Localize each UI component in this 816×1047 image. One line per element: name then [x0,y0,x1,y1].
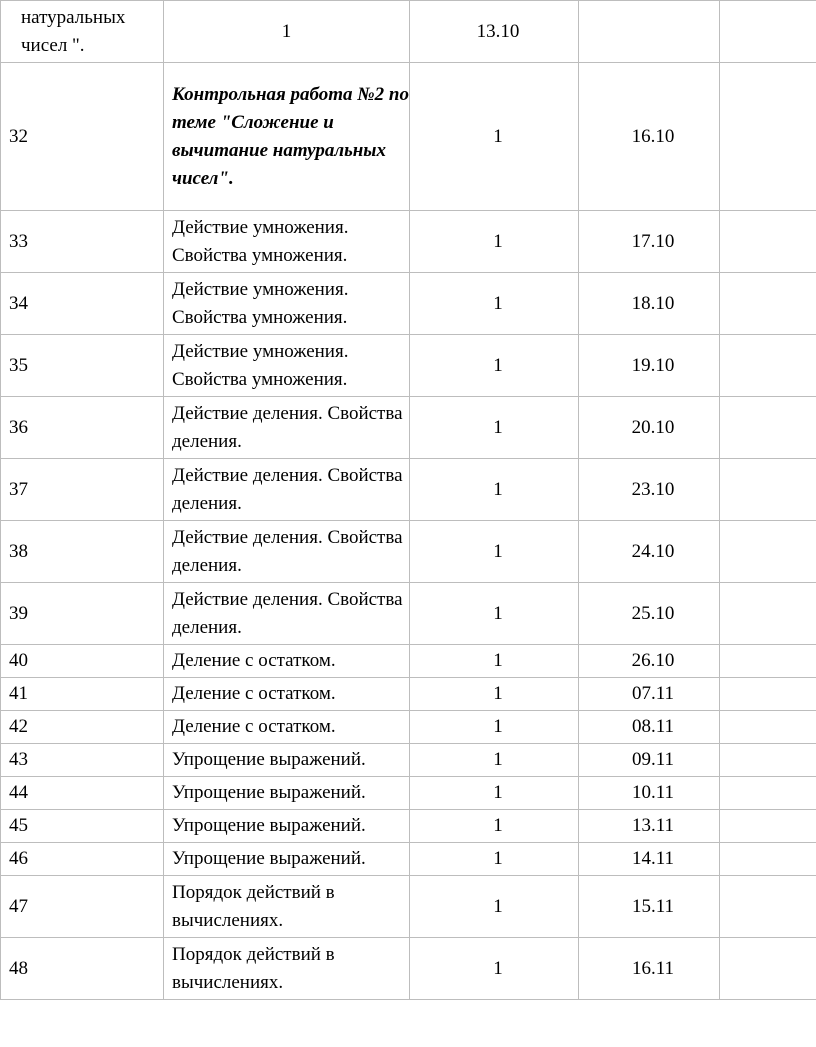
cell-hours: 1 [410,521,579,583]
table-row [1,843,816,876]
cell-hours: 1 [410,744,579,777]
cell-number: 36 [1,397,164,459]
cell-empty [579,1,720,63]
cell-note [720,335,816,397]
cell-date: 15.11 [579,876,720,938]
cell-hours: 1 [410,711,579,744]
cell-hours: 1 [410,876,579,938]
cell-number: 39 [1,583,164,645]
cell-date: 14.11 [579,843,720,876]
cell-number: 35 [1,335,164,397]
cell-note [720,777,816,810]
cell-topic: Упрощение выражений. [164,777,410,810]
table-row [1,1,816,63]
table-row [1,810,816,843]
cell-note [720,678,816,711]
cell-number: 38 [1,521,164,583]
table-row [1,397,816,459]
cell-hours: 1 [410,459,579,521]
cell-topic: Действие умножения. Свойства умножения. [164,211,410,273]
cell-note [720,211,816,273]
cell-number: 32 [1,63,164,211]
cell-number: 41 [1,678,164,711]
cell-note [720,744,816,777]
lesson-plan-body [1,1,816,1000]
cell-number: 48 [1,938,164,1000]
cell-hours: 1 [410,63,579,211]
table-row [1,583,816,645]
cell-number: 46 [1,843,164,876]
table-row [1,876,816,938]
cell-topic: Действие деления. Свойства деления. [164,397,410,459]
table-row [1,678,816,711]
cell-topic: Действие деления. Свойства деления. [164,459,410,521]
cell-topic: Упрощение выражений. [164,744,410,777]
cell-date: 24.10 [579,521,720,583]
cell-topic: Контрольная работа №2 по теме "Сложение и вычитание натуральных чисел". [164,63,410,211]
cell-hours: 1 [410,678,579,711]
cell-hours: 1 [410,938,579,1000]
cell-note [720,1,816,63]
cell-date: 20.10 [579,397,720,459]
cell-hours: 1 [410,211,579,273]
cell-date: 07.11 [579,678,720,711]
cell-date: 13.10 [410,1,579,63]
cell-note [720,273,816,335]
cell-note [720,63,816,211]
cell-hours: 1 [410,843,579,876]
cell-number: 40 [1,645,164,678]
table-row [1,645,816,678]
table-row [1,777,816,810]
cell-date: 16.10 [579,63,720,211]
cell-date: 10.11 [579,777,720,810]
cell-hours: 1 [410,397,579,459]
cell-note [720,521,816,583]
cell-note [720,843,816,876]
cell-number: 47 [1,876,164,938]
cell-note [720,711,816,744]
table-row [1,744,816,777]
cell-date: 17.10 [579,211,720,273]
cell-date: 08.11 [579,711,720,744]
cell-topic: Действие деления. Свойства деления. [164,583,410,645]
cell-hours: 1 [410,273,579,335]
cell-number: 34 [1,273,164,335]
cell-hours: 1 [410,810,579,843]
cell-hours: 1 [410,645,579,678]
table-row [1,938,816,1000]
cell-topic: Деление с остатком. [164,711,410,744]
cell-number: 44 [1,777,164,810]
cell-hours: 1 [410,335,579,397]
cell-date: 16.11 [579,938,720,1000]
cell-number: 37 [1,459,164,521]
cell-date: 09.11 [579,744,720,777]
cell-date: 19.10 [579,335,720,397]
cell-topic: Упрощение выражений. [164,843,410,876]
cell-number: 43 [1,744,164,777]
cell-topic: Деление с остатком. [164,645,410,678]
cell-topic: Порядок действий в вычислениях. [164,876,410,938]
cell-note [720,876,816,938]
cell-topic: Деление с остатком. [164,678,410,711]
cell-topic: Действие умножения. Свойства умножения. [164,335,410,397]
cell-date: 25.10 [579,583,720,645]
cell-number: 45 [1,810,164,843]
cell-hours: 1 [410,777,579,810]
cell-note [720,459,816,521]
table-row [1,211,816,273]
cell-hours: 1 [164,1,410,63]
table-row [1,63,816,211]
cell-topic: Упрощение выражений. [164,810,410,843]
cell-topic: Порядок действий в вычислениях. [164,938,410,1000]
cell-topic: Действие деления. Свойства деления. [164,521,410,583]
cell-date: 26.10 [579,645,720,678]
cell-number: 42 [1,711,164,744]
cell-topic: Действие умножения. Свойства умножения. [164,273,410,335]
table-row [1,459,816,521]
table-row [1,711,816,744]
table-row [1,335,816,397]
cell-note [720,810,816,843]
cell-note [720,397,816,459]
cell-note [720,645,816,678]
cell-topic-continued: натуральных чисел ". [1,1,164,63]
cell-date: 23.10 [579,459,720,521]
cell-date: 13.11 [579,810,720,843]
cell-hours: 1 [410,583,579,645]
cell-note [720,583,816,645]
table-row [1,273,816,335]
cell-note [720,938,816,1000]
cell-date: 18.10 [579,273,720,335]
table-row [1,521,816,583]
cell-number: 33 [1,211,164,273]
